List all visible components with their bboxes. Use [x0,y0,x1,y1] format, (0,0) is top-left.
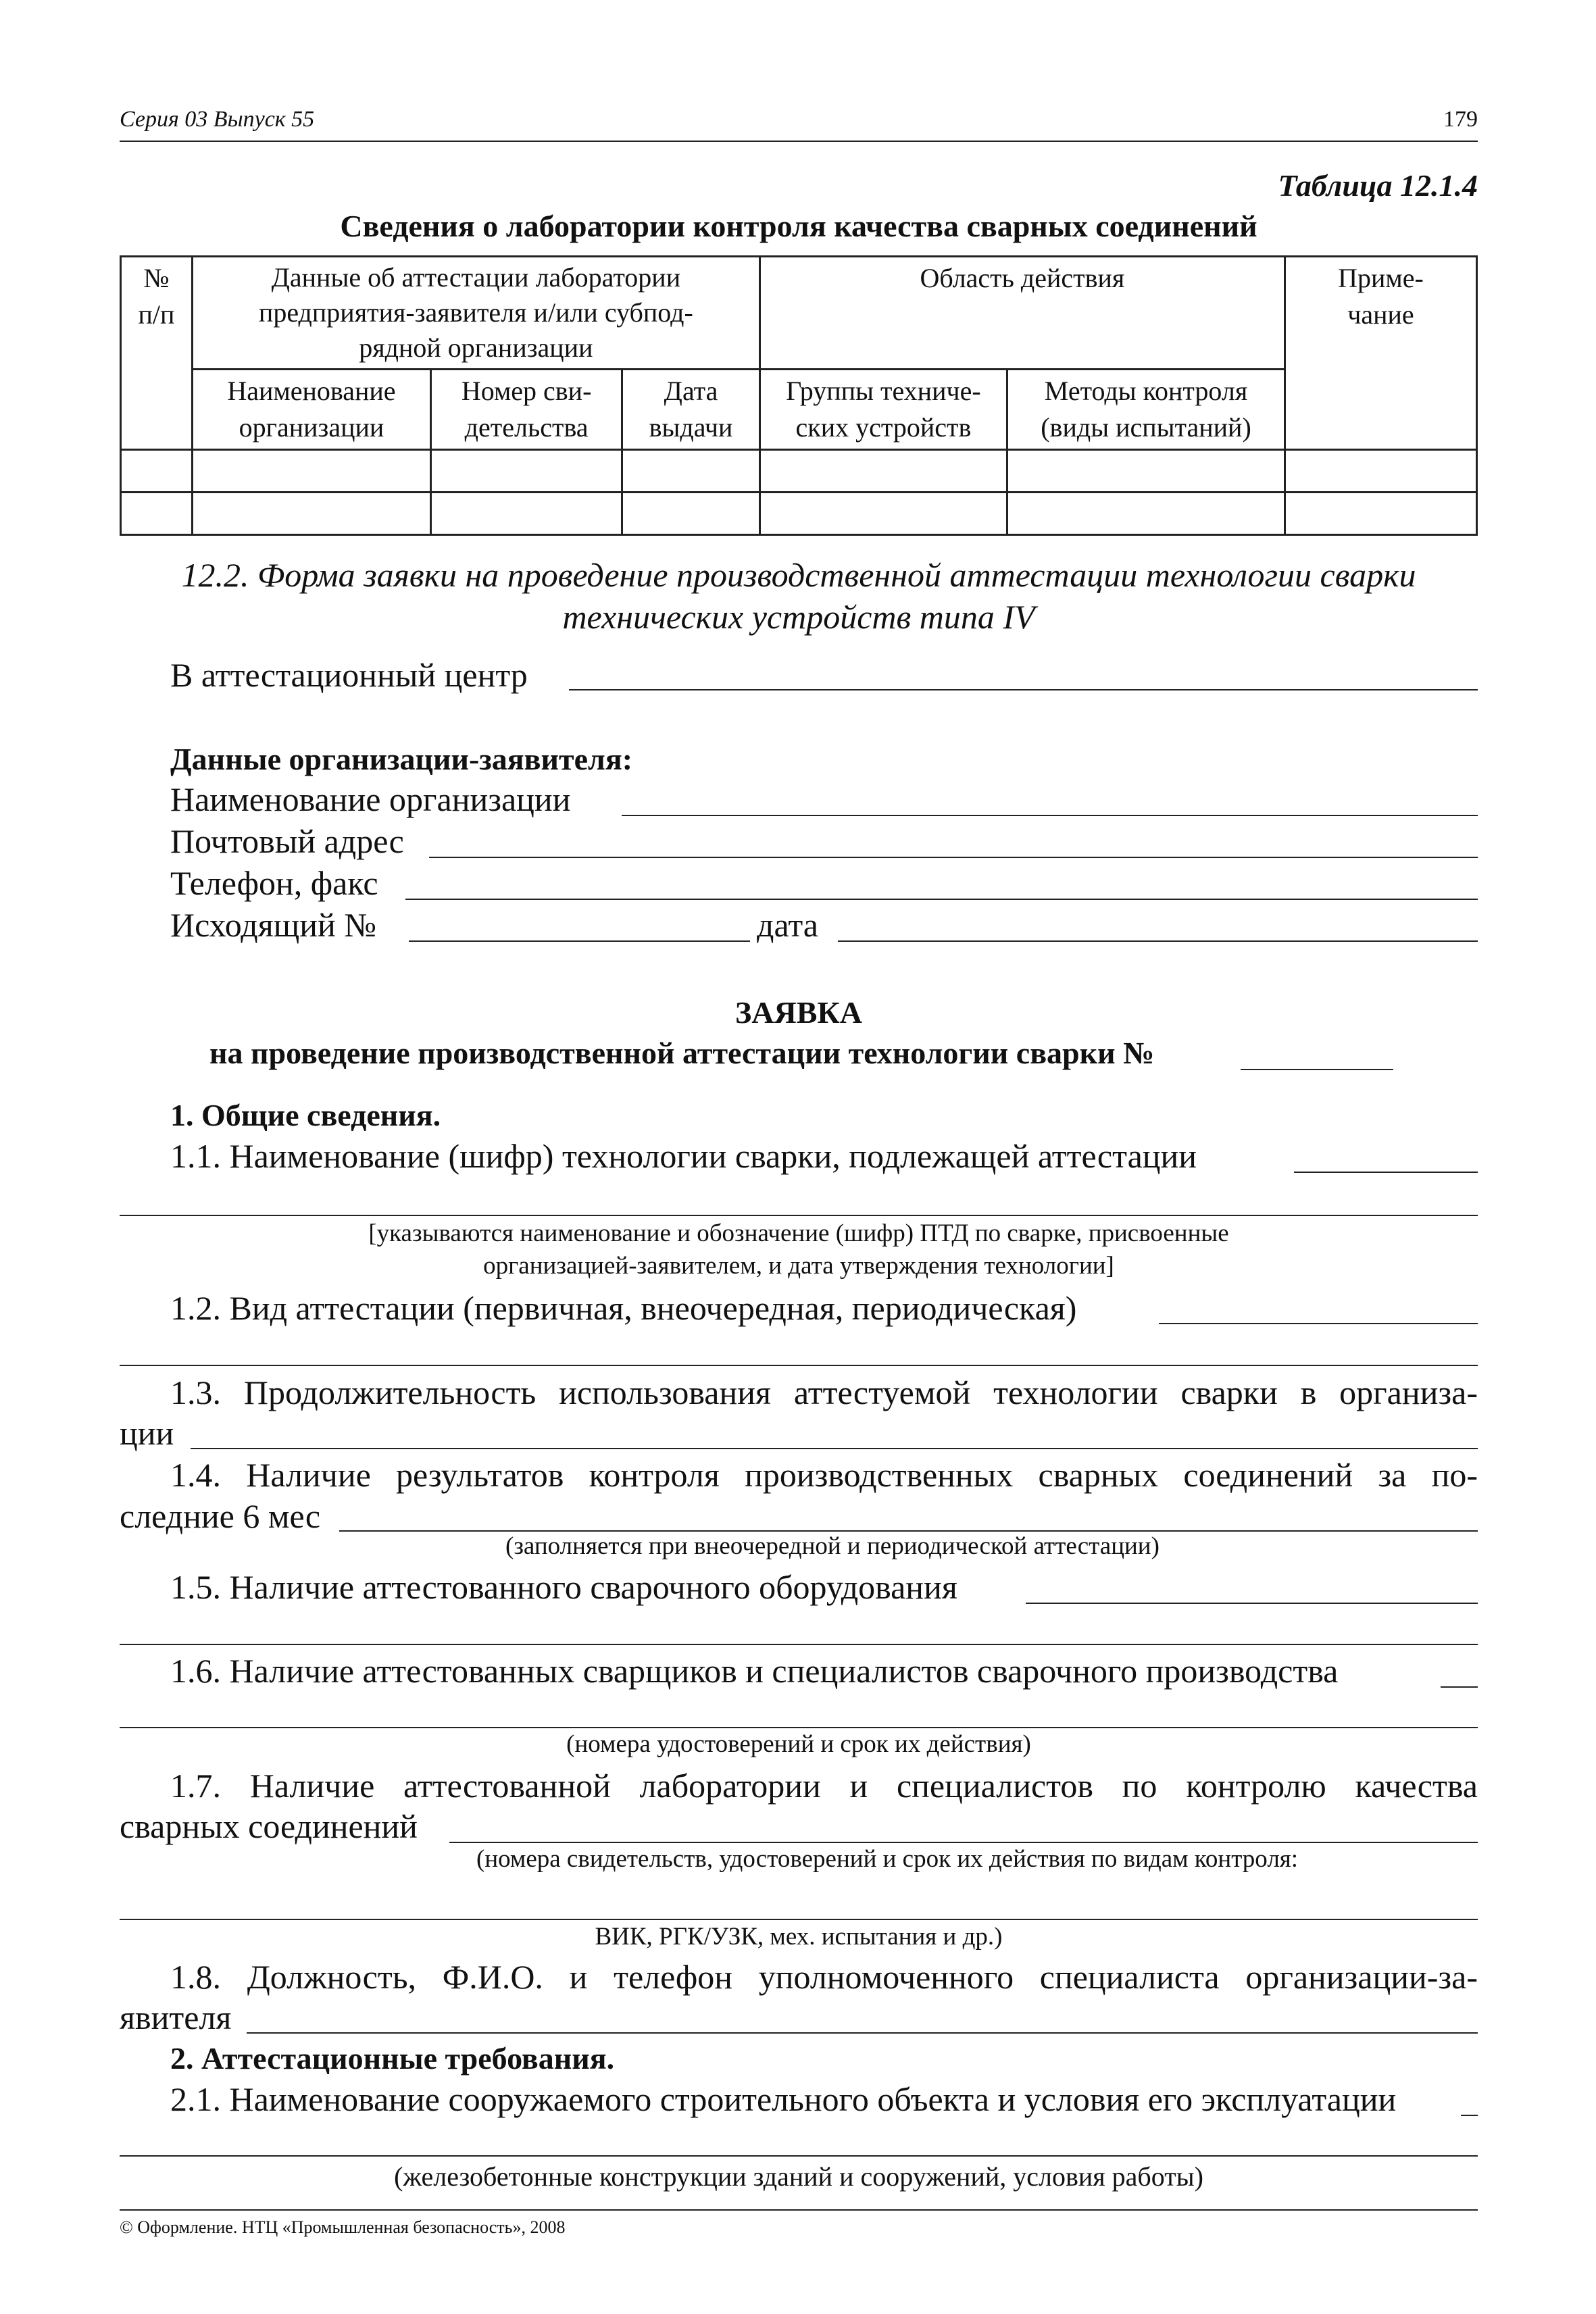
item-1-5-field-2[interactable] [120,1644,1478,1645]
org-name-label: Наименование организации [170,780,571,818]
item-1-4-line2: следние 6 мес [120,1497,321,1535]
item-1-7-field-2[interactable] [120,1919,1478,1920]
date-label: дата [757,906,818,944]
col-attestation-header: Данные об аттестации лаборатории предприятия-заявителя и/или субпод- рядной организации [192,257,759,370]
item-1-3-line2: ции [120,1414,174,1452]
col-device-groups: Группы техниче- ских устройств [759,370,1007,450]
item-1-1: 1.1. Наименование (шифр) технологии сварки, подлежащей аттестации [170,1137,1197,1175]
table-row [121,450,1477,493]
header-rule [120,141,1478,142]
item-1-8-line1: 1.8. Должность, Ф.И.О. и телефон уполномоченного специалиста организации-за- [170,1958,1478,1996]
item-1-5-field[interactable] [1026,1603,1478,1604]
table-title: Сведения о лаборатории контроля качества сварных соединений [340,209,1257,243]
table-row [121,493,1477,535]
table-label: Таблица 12.1.4 [1278,168,1478,203]
item-1-2-field-2[interactable] [120,1365,1478,1366]
laboratory-table [120,255,1478,536]
item-2-1-field[interactable] [1461,2115,1478,2116]
item-1-8-line2: явителя [120,1998,232,2036]
col-number-header: № п/п [121,257,193,450]
col-org-name: Наименование организации [192,370,430,450]
request-title: ЗАЯВКА [735,995,862,1030]
item-1-6-field[interactable] [1441,1686,1478,1688]
org-name-field[interactable] [622,815,1478,816]
item-1-2-field[interactable] [1159,1323,1478,1324]
item-1-8-field[interactable] [247,2032,1478,2034]
item-1-5: 1.5. Наличие аттестованного сварочного оборудования [170,1568,957,1606]
part2-heading: 2. Аттестационные требования. [170,2041,615,2076]
item-1-7-note-1: (номера свидетельств, удостоверений и срок их действия по видам контроля: [476,1845,1299,1873]
item-1-7-line1: 1.7. Наличие аттестованной лаборатории и специалистов по контролю качества [170,1767,1478,1805]
section-title-line2: технических устройств типа IV [562,598,1035,636]
address-field[interactable] [429,857,1478,858]
outgoing-label: Исходящий № [170,906,376,944]
item-1-6: 1.6. Наличие аттестованных сварщиков и специалистов сварочного производства [170,1652,1339,1690]
to-center-label: В аттестационный центр [170,656,528,694]
outgoing-number-field[interactable] [409,940,750,942]
item-1-4-line1: 1.4. Наличие результатов контроля производственных сварных соединений за по- [170,1456,1478,1494]
to-center-field[interactable] [569,689,1478,690]
applicant-heading: Данные организации-заявителя: [170,742,633,776]
request-subtitle: на проведение производственной аттестации технологии сварки № [209,1036,1155,1070]
item-2-1: 2.1. Наименование сооружаемого строительного объекта и условия его эксплуатации [170,2080,1397,2118]
footer-rule [120,2209,1478,2211]
item-1-7-note-2: ВИК, РГК/УЗК, мех. испытания и др.) [595,1923,1003,1951]
item-1-7-line2: сварных соединений [120,1807,418,1845]
part1-heading: 1. Общие сведения. [170,1098,441,1132]
request-number-field[interactable] [1241,1069,1393,1070]
item-1-1-note-2: организацией-заявителем, и дата утверждения технологии] [483,1252,1114,1280]
phone-field[interactable] [405,899,1478,900]
item-1-3-line1: 1.3. Продолжительность использования аттестуемой технологии сварки в организа- [170,1374,1478,1411]
item-1-6-note: (номера удостоверений и срок их действия) [566,1730,1031,1758]
item-2-1-note: (железобетонные конструкции зданий и сооружений, условия работы) [394,2161,1203,2192]
item-1-3-field[interactable] [191,1448,1478,1449]
series-label: Серия 03 Выпуск 55 [120,107,315,132]
page-number: 179 [1443,107,1478,132]
item-1-1-field-2[interactable] [120,1215,1478,1216]
phone-label: Телефон, факс [170,864,378,902]
address-label: Почтовый адрес [170,822,404,860]
col-cert-number: Номер сви- детельства [431,370,622,450]
date-field[interactable] [838,940,1478,942]
col-control-methods: Методы контроля (виды испытаний) [1007,370,1285,450]
item-2-1-field-2[interactable] [120,2155,1478,2157]
section-title-line1: 12.2. Форма заявки на проведение производственной аттестации технологии сварки [181,556,1416,594]
col-scope-header: Область действия [759,257,1285,370]
footer-copyright: © Оформление. НТЦ «Промышленная безопасность», 2008 [120,2217,566,2237]
col-issue-date: Дата выдачи [622,370,760,450]
item-1-1-field[interactable] [1294,1172,1478,1173]
item-1-2: 1.2. Вид аттестации (первичная, внеочередная, периодическая) [170,1289,1077,1327]
item-1-1-note-1: [указываются наименование и обозначение (шифр) ПТД по сварке, присвоенные [368,1219,1229,1247]
col-note-header: Приме- чание [1285,257,1476,450]
item-1-4-note: (заполняется при внеочередной и периодической аттестации) [505,1532,1159,1560]
